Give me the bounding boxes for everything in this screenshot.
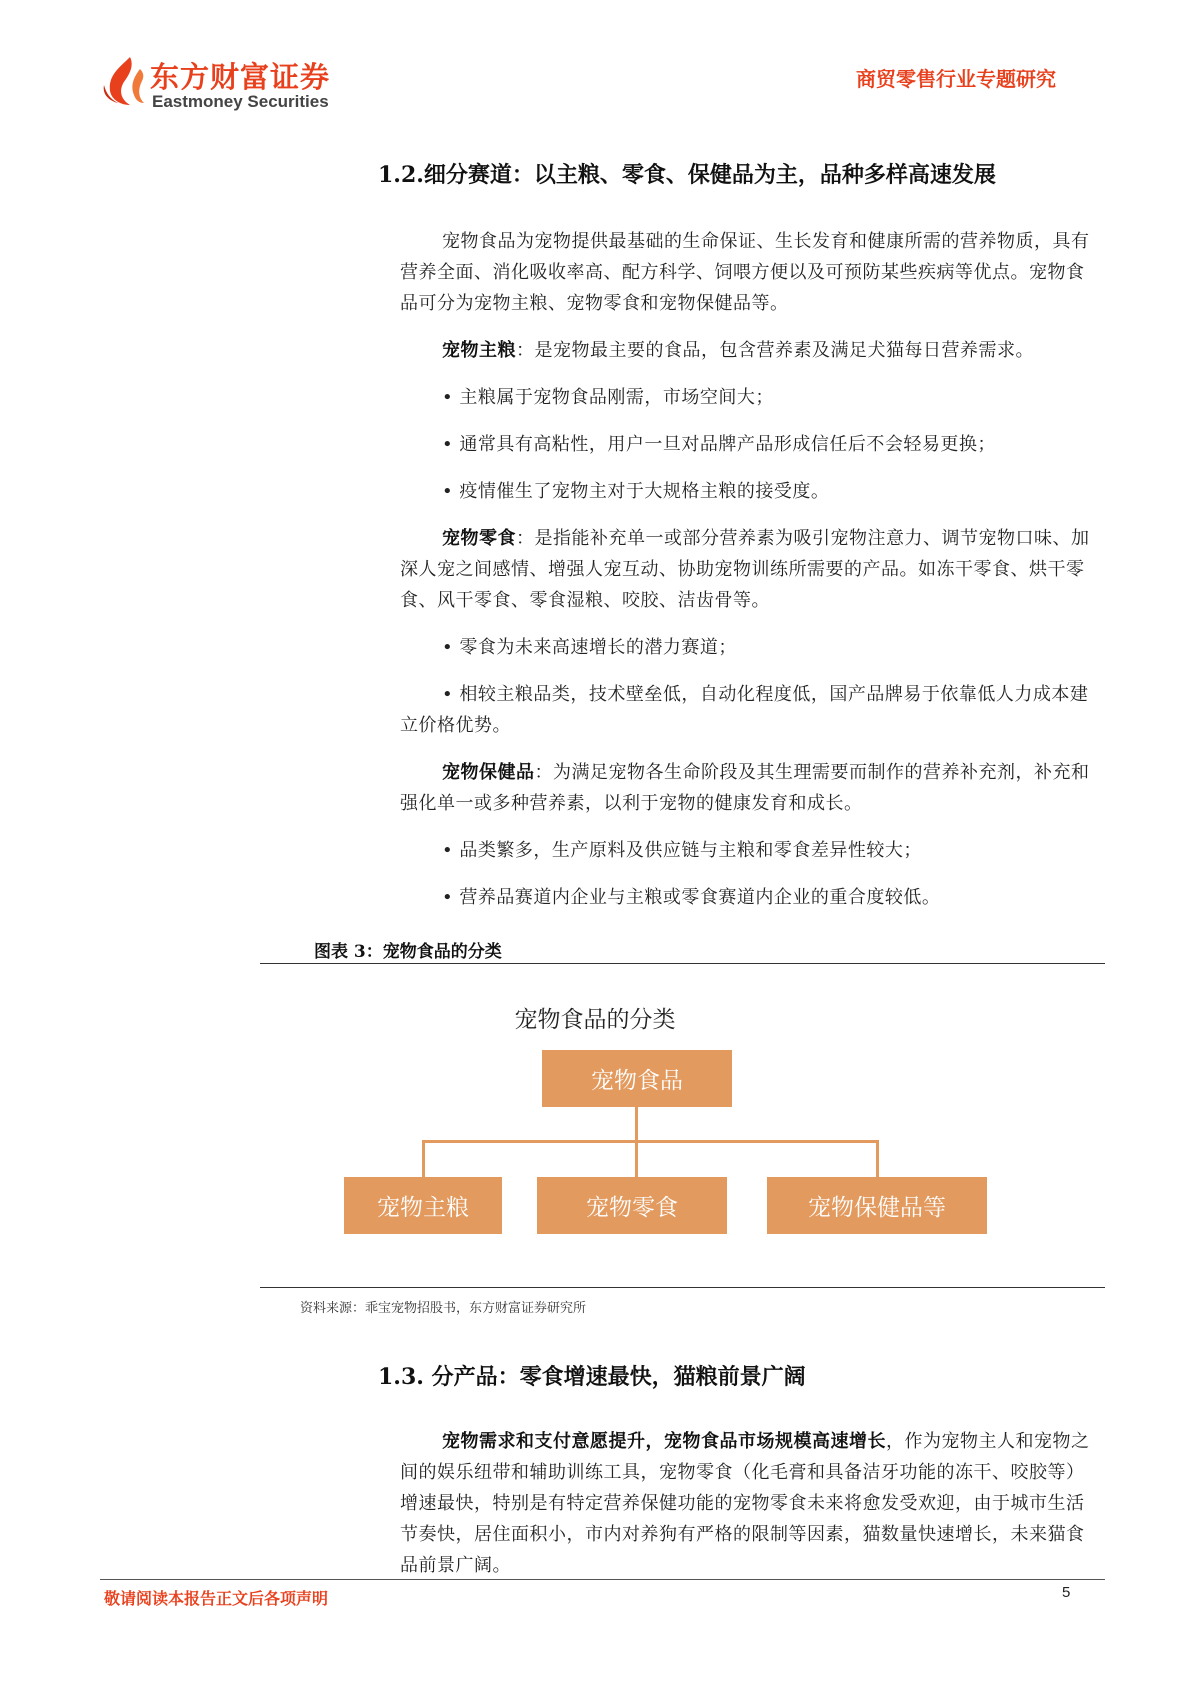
section-1-3-body: ，作为宠物主人和宠物之间的娱乐纽带和辅助训练工具，宠物零食（化毛膏和具备洁牙功能的冻干、咬胶等）增速最快，特别是有特定营养保健功能的宠物零食未来将愈发受欢迎，由于城市生活节奏快，居住面积小，市内对养狗有严格的限制等因素，猫数量快速增长，未来猫食品前景广阔。	[400, 1431, 1090, 1576]
health-paragraph	[400, 757, 1100, 819]
figure-top-rule	[260, 963, 1105, 964]
list-item: • 疫情催生了宠物主对于大规格主粮的接受度。	[442, 481, 830, 502]
connector-line	[635, 1140, 638, 1178]
connector-line	[876, 1140, 879, 1178]
page-number: 5	[1062, 1584, 1071, 1601]
snack-paragraph	[400, 523, 1100, 616]
staple-definition: ：是宠物最主要的食品，包含营养素及满足犬猫每日营养需求。	[516, 340, 1034, 361]
connector-line	[422, 1140, 425, 1178]
footer-disclaimer: 敬请阅读本报告正文后各项声明	[104, 1589, 329, 1608]
figure-caption: 图表 3：宠物食品的分类	[314, 942, 502, 962]
section-1-3-paragraph	[400, 1426, 1100, 1581]
list-item: • 主粮属于宠物食品刚需，市场空间大；	[442, 387, 774, 408]
figure-bottom-rule	[260, 1287, 1105, 1288]
brand-name-en: Eastmoney Securities	[152, 92, 329, 111]
diagram-child-node: 宠物零食	[537, 1177, 727, 1234]
snack-term: 宠物零食	[442, 528, 516, 549]
section-1-2-heading: 1.2.细分赛道：以主粮、零食、保健品为主，品种多样高速发展	[378, 162, 996, 188]
diagram-root-node: 宠物食品	[542, 1050, 732, 1107]
diagram-child-node: 宠物保健品等	[767, 1177, 987, 1234]
footer-rule	[100, 1579, 1105, 1580]
list-item: • 零食为未来高速增长的潜力赛道；	[442, 637, 737, 658]
flame-logo-icon	[100, 55, 146, 107]
section-1-3-lead: 宠物需求和支付意愿提升，宠物食品市场规模高速增长	[442, 1431, 886, 1452]
report-type: 商贸零售行业专题研究	[856, 67, 1056, 91]
connector-line	[422, 1140, 879, 1143]
diagram-child-node: 宠物主粮	[344, 1177, 502, 1234]
staple-term: 宠物主粮	[442, 340, 516, 361]
connector-line	[635, 1107, 638, 1141]
list-item: • 营养品赛道内企业与主粮或零食赛道内企业的重合度较低。	[442, 887, 941, 908]
list-item: • 品类繁多，生产原料及供应链与主粮和零食差异性较大；	[442, 840, 922, 861]
staple-paragraph	[400, 335, 1100, 366]
health-definition: ：为满足宠物各生命阶段及其生理需要而制作的营养补充剂，补充和强化单一或多种营养素，以利于宠物的健康发育和成长。	[400, 762, 1090, 814]
figure-source: 资料来源：乖宝宠物招股书，东方财富证券研究所	[300, 1301, 587, 1316]
brand-name-cn: 东方财富证券	[150, 60, 331, 94]
section-1-3-heading: 1.3. 分产品：零食增速最快，猫粮前景广阔	[378, 1364, 806, 1390]
snack-definition: ：是指能补充单一或部分营养素为吸引宠物注意力、调节宠物口味、加深人宠之间感情、增强人宠互动、协助宠物训练所需要的产品。如冻干零食、烘干零食、风干零食、零食湿粮、咬胶、洁齿骨等。	[400, 528, 1090, 611]
list-item: • 通常具有高粘性，用户一旦对品牌产品形成信任后不会轻易更换；	[442, 434, 996, 455]
list-item: • 相较主粮品类，技术壁垒低，自动化程度低，国产品牌易于依靠低人力成本建立价格优势。	[400, 684, 1089, 736]
section-1-2-intro: 宠物食品为宠物提供最基础的生命保证、生长发育和健康所需的营养物质，具有营养全面、消化吸收率高、配方科学、饲喂方便以及可预防某些疾病等优点。宠物食品可分为宠物主粮、宠物零食和宠物保健品等。	[400, 231, 1090, 314]
health-term: 宠物保健品	[442, 762, 535, 783]
chart-title: 宠物食品的分类	[514, 1007, 676, 1033]
